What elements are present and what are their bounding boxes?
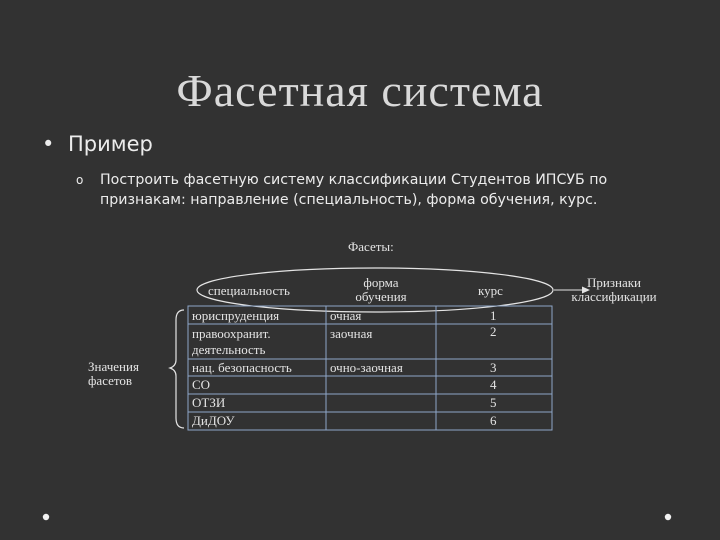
cell-form: очно-заочная xyxy=(330,360,403,375)
priznaki-line-2: классификации xyxy=(571,289,657,304)
values-line-2: фасетов xyxy=(88,373,133,388)
bullet-marker: • xyxy=(42,132,55,156)
facet-values-label xyxy=(88,360,139,388)
cell-specialty: деятельность xyxy=(192,342,266,357)
header-form xyxy=(346,276,416,304)
facet-diagram xyxy=(80,234,680,434)
cell-form: заочная xyxy=(330,326,373,341)
sub-bullet-line-2: признакам: направление (специальность), форма обучения, курс. xyxy=(100,192,598,208)
bullet-item xyxy=(42,132,153,156)
cell-course: 1 xyxy=(490,308,497,323)
bullet-text: Пример xyxy=(68,132,153,156)
cell-specialty: ДиДОУ xyxy=(192,413,235,428)
slide-title: Фасетная система xyxy=(176,65,544,116)
cell-specialty: нац. безопасность xyxy=(192,360,292,375)
cell-specialty: юриспруденция xyxy=(192,308,280,323)
corner-dot-right xyxy=(665,514,671,520)
cell-course: 3 xyxy=(490,360,497,375)
values-brace xyxy=(170,310,184,428)
sub-bullet-line-1: Построить фасетную систему классификации Студентов ИПСУБ по xyxy=(100,172,608,188)
sub-bullet-item xyxy=(76,170,676,210)
header-form-line-1: форма xyxy=(363,275,399,290)
header-course: курс xyxy=(478,283,503,298)
sub-bullet-marker: o xyxy=(76,173,84,187)
cell-course: 6 xyxy=(490,413,497,428)
header-specialty: специальность xyxy=(208,283,290,298)
corner-dot-left xyxy=(43,514,49,520)
facets-title: Фасеты: xyxy=(348,239,394,254)
diagram-graphics xyxy=(80,234,680,434)
priznaki-line-1: Признаки xyxy=(587,275,641,290)
cell-course: 2 xyxy=(490,324,497,339)
cell-specialty: СО xyxy=(192,377,211,392)
cell-specialty: ОТЗИ xyxy=(192,395,226,410)
cell-course: 4 xyxy=(490,377,497,392)
cell-specialty: правоохранит. xyxy=(192,326,271,341)
classification-attributes-label xyxy=(564,276,664,304)
header-form-line-2: обучения xyxy=(355,289,407,304)
cell-course: 5 xyxy=(490,395,497,410)
values-line-1: Значения xyxy=(88,359,139,374)
cell-form: очная xyxy=(330,308,362,323)
